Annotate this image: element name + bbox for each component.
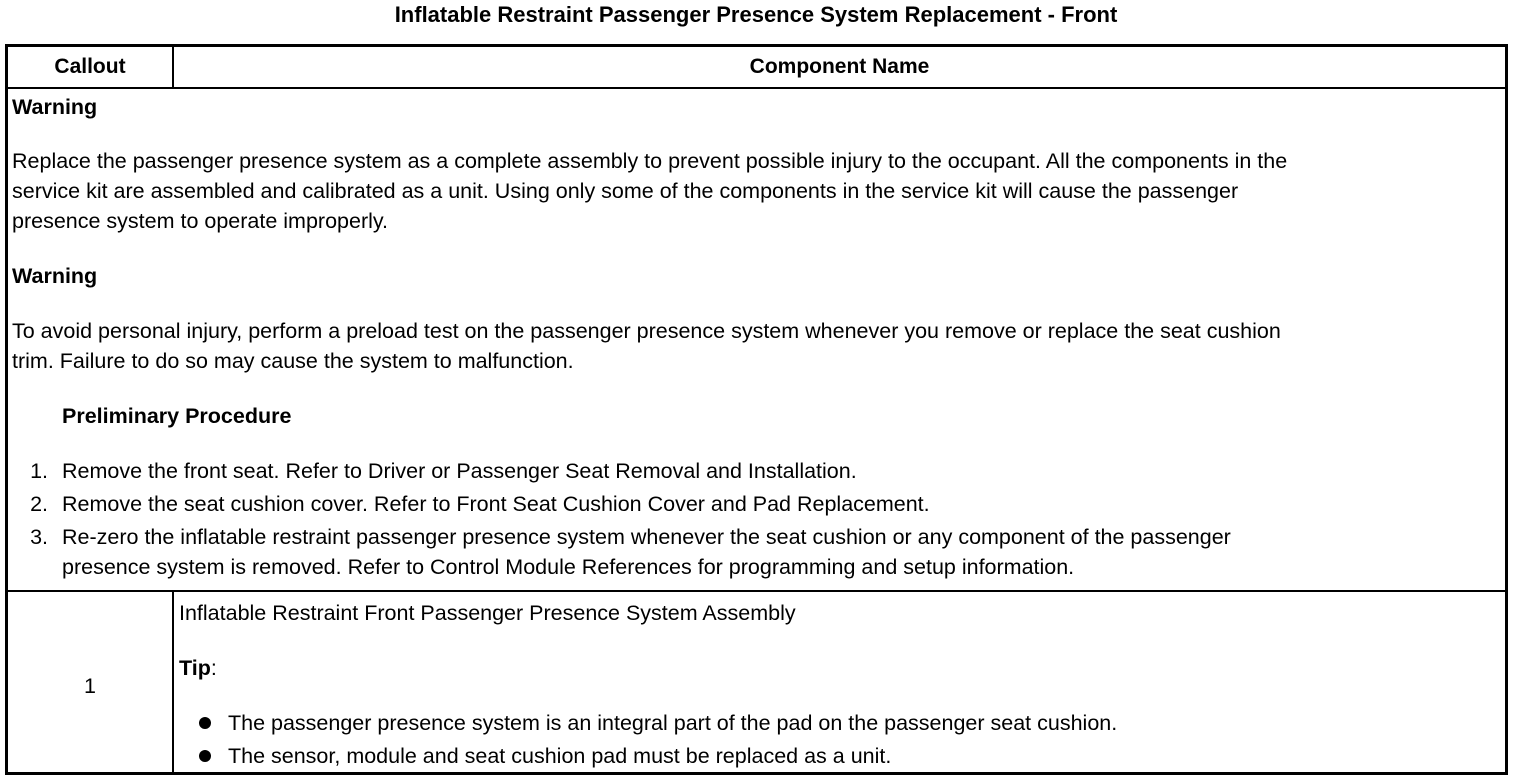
callout-cell xyxy=(8,592,174,772)
component-name: Inflatable Restraint Front Passenger Presence System Assembly xyxy=(179,601,796,625)
component-cell xyxy=(174,592,1505,772)
step-text: Re-zero the inflatable restraint passenger presence system whenever the seat cushion or any component of the passenger xyxy=(62,525,1231,549)
step-number: 3. xyxy=(30,525,48,549)
warning-label: Warning xyxy=(12,264,98,288)
header-component-name: Component Name xyxy=(749,55,930,78)
step-text: presence system is removed. Refer to Control Module References for programming and setup information. xyxy=(62,555,1075,579)
warning-text-line: service kit are assembled and calibrated as a unit. Using only some of the components in the service kit will cause the passenger xyxy=(12,179,1239,203)
step-text: Remove the seat cushion cover. Refer to Front Seat Cushion Cover and Pad Replacement. xyxy=(62,492,930,516)
table-row xyxy=(8,592,1505,772)
step-number: 2. xyxy=(30,492,48,516)
bullet-icon xyxy=(199,717,211,729)
step-text: Remove the front seat. Refer to Driver or Passenger Seat Removal and Installation. xyxy=(62,459,857,483)
page-title: Inflatable Restraint Passenger Presence System Replacement - Front xyxy=(394,2,1118,27)
warning-text-line: trim. Failure to do so may cause the system to malfunction. xyxy=(12,349,574,373)
tip-label-line xyxy=(179,653,217,683)
warning-text-line: presence system to operate improperly. xyxy=(12,209,389,233)
step-number: 1. xyxy=(30,459,48,483)
tip-colon: : xyxy=(210,656,217,680)
procedure-table xyxy=(5,44,1508,775)
general-info-cell xyxy=(8,89,1505,592)
warning-label: Warning xyxy=(12,95,98,119)
tip-label: Tip xyxy=(179,656,211,680)
preliminary-procedure-heading: Preliminary Procedure xyxy=(62,404,292,428)
tip-text: The passenger presence system is an integral part of the pad on the passenger seat cushion. xyxy=(228,711,1118,735)
tip-text: The sensor, module and seat cushion pad must be replaced as a unit. xyxy=(228,744,892,768)
bullet-icon xyxy=(199,750,211,762)
table-header-row xyxy=(8,47,1505,89)
header-callout: Callout xyxy=(8,47,174,87)
warning-text-line: To avoid personal injury, perform a preload test on the passenger presence system whenever you remove or replace the seat cushion xyxy=(12,319,1281,343)
warning-text-line: Replace the passenger presence system as a complete assembly to prevent possible injury to the occupant. All the components in the xyxy=(12,149,1288,173)
callout-number: 1 xyxy=(84,674,96,698)
